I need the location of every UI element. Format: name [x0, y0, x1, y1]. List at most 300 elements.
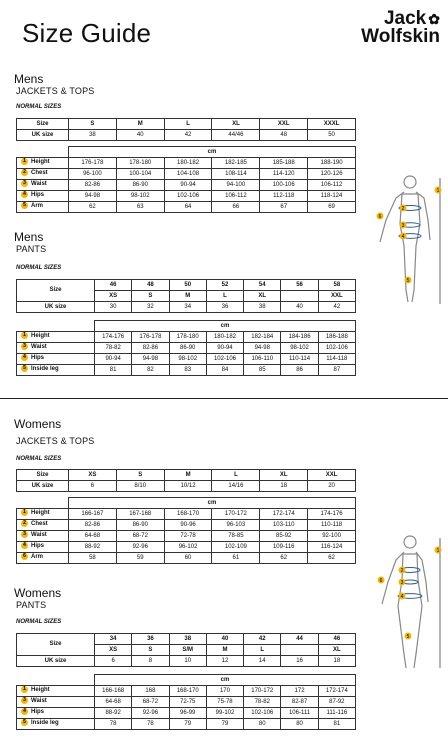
measure-row — [17, 553, 356, 564]
measure-cell: 62 — [308, 553, 356, 564]
mens-jackets-size-table — [16, 118, 356, 141]
measure-cell: 106-111 — [281, 708, 318, 719]
measure-cell: 80 — [244, 719, 281, 730]
measure-row — [17, 202, 356, 213]
measure-cell: 108-114 — [212, 169, 260, 180]
measure-cell: 86-90 — [116, 180, 164, 191]
measure-cell: 85-92 — [260, 531, 308, 542]
measure-row — [17, 531, 356, 542]
measure-cell: 170-172 — [212, 509, 260, 520]
size-cell: XS — [69, 470, 117, 481]
measure-row — [17, 191, 356, 202]
cm-header: cm — [95, 675, 356, 686]
letter-size-cell: S — [132, 291, 169, 302]
letter-size-cell: XS — [95, 645, 132, 656]
eu-size-cell: 38 — [169, 634, 206, 645]
measure-cell: 87 — [318, 365, 355, 376]
measure-cell: 176-178 — [132, 332, 169, 343]
measure-label — [17, 697, 95, 708]
measure-cell: 64-68 — [95, 697, 132, 708]
measure-cell: 61 — [212, 553, 260, 564]
measure-label — [17, 158, 69, 169]
measure-cell: 78-85 — [212, 531, 260, 542]
measure-label-text: Height — [31, 159, 50, 166]
measure-cell: 59 — [116, 553, 164, 564]
brand-line-1: Jack — [383, 8, 427, 29]
measure-cell: 78-82 — [244, 697, 281, 708]
measure-cell: 90-96 — [164, 520, 212, 531]
measure-cell: 92-96 — [132, 708, 169, 719]
measure-row — [17, 509, 356, 520]
uk-cell: 10 — [169, 656, 206, 667]
measure-cell: 168-170 — [169, 686, 206, 697]
letter-size-cell: XXL — [318, 291, 355, 302]
measure-cell: 186-188 — [318, 332, 355, 343]
eu-size-cell: 42 — [244, 634, 281, 645]
measure-cell: 78 — [132, 719, 169, 730]
size-cell: L — [164, 119, 212, 130]
uk-cell: 10/12 — [164, 481, 212, 492]
measure-cell: 176-178 — [69, 158, 117, 169]
measure-cell: 79 — [206, 719, 243, 730]
measure-row — [17, 520, 356, 531]
measure-cell: 104-108 — [164, 169, 212, 180]
size-cell: S — [69, 119, 117, 130]
uk-cell: 8/10 — [116, 481, 164, 492]
measure-label-text: Arm — [31, 203, 44, 210]
measure-cell: 168-170 — [164, 509, 212, 520]
uk-cell: 50 — [308, 130, 356, 141]
cm-header: cm — [69, 498, 356, 509]
measure-cell: 94-98 — [69, 191, 117, 202]
mens-pants-subheading: PANTS — [16, 244, 47, 254]
measure-label-text: Arm — [31, 554, 44, 561]
measure-row — [17, 158, 356, 169]
measure-marker-icon: 3 — [21, 343, 28, 350]
measure-label — [17, 708, 95, 719]
measure-cell: 60 — [164, 553, 212, 564]
measure-cell: 81 — [318, 719, 355, 730]
measure-label-text: Inside leg — [31, 720, 59, 727]
measure-marker-icon: 4 — [21, 191, 28, 198]
uk-cell: 12 — [206, 656, 243, 667]
uk-cell: 20 — [308, 481, 356, 492]
measure-cell: 168 — [132, 686, 169, 697]
eu-size-cell: 36 — [132, 634, 169, 645]
measure-row — [17, 542, 356, 553]
uk-cell: 42 — [164, 130, 212, 141]
size-cell: M — [116, 119, 164, 130]
uk-cell: 38 — [244, 302, 281, 313]
marker-1: 1 — [436, 548, 440, 554]
eu-size-cell: 40 — [206, 634, 243, 645]
male-body-figure — [368, 170, 446, 310]
measure-cell: 166-168 — [95, 686, 132, 697]
size-cell: XL — [260, 470, 308, 481]
measure-label — [17, 191, 69, 202]
measure-cell: 102-106 — [318, 343, 355, 354]
measure-cell: 98-102 — [169, 354, 206, 365]
measure-cell: 106-110 — [244, 354, 281, 365]
uk-cell: 44/46 — [212, 130, 260, 141]
marker-2: 2 — [400, 568, 404, 574]
marker-5: 5 — [406, 634, 410, 640]
mens-jackets-subheading: JACKETS & TOPS — [16, 86, 95, 96]
measure-cell: 188-190 — [308, 158, 356, 169]
size-label: Size — [17, 470, 69, 481]
cm-header: cm — [69, 147, 356, 158]
measure-cell: 166-167 — [69, 509, 117, 520]
measure-label — [17, 202, 69, 213]
womens-heading: Womens — [14, 417, 62, 431]
measure-cell: 82 — [132, 365, 169, 376]
letter-size-cell: S — [132, 645, 169, 656]
womens-pants-size-table — [16, 633, 356, 667]
measure-cell: 116-124 — [308, 542, 356, 553]
measure-cell: 96-99 — [169, 708, 206, 719]
measure-cell: 110-114 — [281, 354, 318, 365]
uk-size-label: UK size — [17, 302, 95, 313]
measure-marker-icon: 4 — [21, 542, 28, 549]
measure-cell: 172-174 — [260, 509, 308, 520]
measure-cell: 100-106 — [260, 180, 308, 191]
eu-size-cell: 54 — [244, 280, 281, 291]
measure-cell: 64 — [164, 202, 212, 213]
measure-cell: 84 — [206, 365, 243, 376]
size-label: Size — [17, 634, 95, 656]
measure-cell: 94-98 — [244, 343, 281, 354]
measure-row — [17, 708, 356, 719]
measure-cell: 82-86 — [69, 520, 117, 531]
measure-label — [17, 509, 69, 520]
measure-cell: 79 — [169, 719, 206, 730]
marker-2: 2 — [401, 206, 405, 212]
measure-cell: 110-118 — [308, 520, 356, 531]
measure-cell: 67 — [260, 202, 308, 213]
uk-cell: 14/16 — [212, 481, 260, 492]
letter-size-cell: XL — [318, 645, 355, 656]
eu-size-cell: 34 — [95, 634, 132, 645]
measure-label — [17, 686, 95, 697]
measure-cell: 100-104 — [116, 169, 164, 180]
measure-cell: 94-100 — [212, 180, 260, 191]
measure-cell: 82-86 — [132, 343, 169, 354]
measure-marker-icon: 2 — [21, 169, 28, 176]
eu-size-cell: 44 — [281, 634, 318, 645]
measure-cell: 87-92 — [318, 697, 355, 708]
marker-6: 6 — [379, 578, 383, 584]
marker-4: 4 — [401, 234, 405, 240]
measure-row — [17, 354, 356, 365]
marker-5: 5 — [406, 278, 410, 284]
measure-cell: 178-180 — [169, 332, 206, 343]
measure-label — [17, 180, 69, 191]
size-cell: XXL — [308, 470, 356, 481]
mens-pants-heading: Mens — [14, 230, 44, 244]
measure-cell: 174-176 — [308, 509, 356, 520]
measure-row — [17, 332, 356, 343]
measure-cell: 90-94 — [95, 354, 132, 365]
measure-cell: 109-116 — [260, 542, 308, 553]
uk-cell: 40 — [116, 130, 164, 141]
size-label: Size — [17, 280, 95, 302]
eu-size-cell: 58 — [318, 280, 355, 291]
measure-cell: 90-94 — [164, 180, 212, 191]
measure-cell: 82-86 — [69, 180, 117, 191]
measure-cell: 69 — [308, 202, 356, 213]
eu-size-cell: 46 — [95, 280, 132, 291]
mens-jackets-normal-label: NORMAL SIZES — [16, 104, 62, 110]
measure-cell: 58 — [69, 553, 117, 564]
measure-cell: 174-176 — [95, 332, 132, 343]
measure-cell: 178-180 — [116, 158, 164, 169]
uk-cell: 14 — [244, 656, 281, 667]
measure-cell: 98-102 — [281, 343, 318, 354]
mens-heading: Mens — [14, 72, 44, 86]
measure-label-text: Waist — [31, 344, 47, 351]
measure-label — [17, 169, 69, 180]
measure-cell: 86-90 — [116, 520, 164, 531]
measure-label — [17, 553, 69, 564]
measure-cell: 112-118 — [260, 191, 308, 202]
measure-row — [17, 697, 356, 708]
uk-size-label: UK size — [17, 656, 95, 667]
uk-cell: 40 — [281, 302, 318, 313]
measure-label-text: Waist — [31, 698, 47, 705]
measure-cell: 103-110 — [260, 520, 308, 531]
measure-cell: 111-116 — [318, 708, 355, 719]
womens-pants-normal-label: NORMAL SIZES — [16, 619, 62, 625]
measure-cell: 102-106 — [244, 708, 281, 719]
measure-row — [17, 180, 356, 191]
size-cell: S — [116, 470, 164, 481]
measure-cell: 64-68 — [69, 531, 117, 542]
mens-jackets-measure-table — [16, 146, 356, 213]
uk-cell: 30 — [95, 302, 132, 313]
measure-cell: 120-126 — [308, 169, 356, 180]
uk-cell: 34 — [169, 302, 206, 313]
measure-cell: 90-94 — [206, 343, 243, 354]
measure-label-text: Height — [31, 333, 50, 340]
cm-header: cm — [95, 321, 356, 332]
letter-size-cell: L — [206, 291, 243, 302]
measure-label-text: Inside leg — [31, 366, 59, 373]
womens-pants-measure-table — [16, 674, 356, 730]
size-label: Size — [17, 119, 69, 130]
measure-cell: 88-92 — [69, 542, 117, 553]
measure-marker-icon: 5 — [21, 719, 28, 726]
measure-cell: 86-90 — [169, 343, 206, 354]
measure-cell: 86 — [281, 365, 318, 376]
mens-pants-normal-label: NORMAL SIZES — [16, 265, 62, 271]
measure-marker-icon: 2 — [21, 520, 28, 527]
measure-cell: 180-182 — [164, 158, 212, 169]
measure-label — [17, 719, 95, 730]
uk-cell: 8 — [132, 656, 169, 667]
measure-cell: 78 — [95, 719, 132, 730]
measure-cell: 106-112 — [212, 191, 260, 202]
measure-cell: 88-92 — [95, 708, 132, 719]
measure-marker-icon: 1 — [21, 332, 28, 339]
measure-cell: 172 — [281, 686, 318, 697]
size-cell: XL — [212, 119, 260, 130]
letter-size-cell: L — [244, 645, 281, 656]
mens-pants-measure-table — [16, 320, 356, 376]
measure-cell: 106-112 — [308, 180, 356, 191]
marker-6: 6 — [378, 214, 382, 220]
measure-row — [17, 719, 356, 730]
uk-cell: 32 — [132, 302, 169, 313]
measure-cell: 98-102 — [116, 191, 164, 202]
size-cell: M — [164, 470, 212, 481]
measure-row — [17, 365, 356, 376]
uk-cell: 6 — [69, 481, 117, 492]
measure-row — [17, 686, 356, 697]
measure-cell: 185-188 — [260, 158, 308, 169]
measure-label-text: Waist — [31, 532, 47, 539]
uk-cell: 6 — [95, 656, 132, 667]
mens-pants-size-table — [16, 279, 356, 313]
measure-cell: 96-102 — [164, 542, 212, 553]
measure-marker-icon: 3 — [21, 180, 28, 187]
size-cell: L — [212, 470, 260, 481]
measure-marker-icon: 5 — [21, 365, 28, 372]
measure-cell: 172-174 — [318, 686, 355, 697]
measure-cell: 82-87 — [281, 697, 318, 708]
measure-cell: 68-72 — [132, 697, 169, 708]
eu-size-cell: 46 — [318, 634, 355, 645]
marker-4: 4 — [400, 594, 404, 600]
section-divider — [0, 398, 448, 399]
womens-jackets-subheading: JACKETS & TOPS — [16, 436, 95, 446]
page-title: Size Guide — [22, 18, 152, 48]
measure-cell: 72-78 — [164, 531, 212, 542]
measure-marker-icon: 1 — [21, 509, 28, 516]
measure-marker-icon: 6 — [21, 553, 28, 560]
measure-row — [17, 169, 356, 180]
measure-label-text: Hips — [31, 709, 45, 716]
measure-marker-icon: 4 — [21, 708, 28, 715]
measure-label-text: Hips — [31, 192, 45, 199]
measure-label-text: Hips — [31, 543, 45, 550]
measure-marker-icon: 4 — [21, 354, 28, 361]
measure-cell: 85 — [244, 365, 281, 376]
measure-label-text: Chest — [31, 170, 48, 177]
eu-size-cell: 50 — [169, 280, 206, 291]
measure-cell: 62 — [69, 202, 117, 213]
uk-cell: 48 — [260, 130, 308, 141]
size-cell: XXL — [260, 119, 308, 130]
uk-cell: 36 — [206, 302, 243, 313]
uk-size-label: UK size — [17, 481, 69, 492]
measure-cell: 184-186 — [281, 332, 318, 343]
marker-3: 3 — [400, 580, 404, 586]
measure-cell: 102-109 — [212, 542, 260, 553]
letter-size-cell: XS — [95, 291, 132, 302]
uk-cell: 18 — [260, 481, 308, 492]
measure-cell: 102-106 — [164, 191, 212, 202]
measure-label-text: Height — [31, 510, 50, 517]
measure-cell: 94-98 — [132, 354, 169, 365]
measure-label-text: Hips — [31, 355, 45, 362]
measure-label — [17, 343, 95, 354]
measure-cell: 182-185 — [212, 158, 260, 169]
brand-logo — [361, 10, 440, 46]
paw-icon: ✿ — [428, 11, 440, 27]
measure-cell: 114-120 — [260, 169, 308, 180]
measure-label-text: Chest — [31, 521, 48, 528]
brand-line-2: Wolfskin — [361, 26, 440, 47]
uk-cell: 42 — [318, 302, 355, 313]
female-body-figure — [368, 530, 446, 675]
eu-size-cell: 52 — [206, 280, 243, 291]
measure-cell: 81 — [95, 365, 132, 376]
measure-cell: 92-96 — [116, 542, 164, 553]
womens-jackets-measure-table — [16, 497, 356, 564]
uk-cell: 38 — [69, 130, 117, 141]
letter-size-cell: M — [169, 291, 206, 302]
measure-cell: 118-124 — [308, 191, 356, 202]
size-cell: XXXL — [308, 119, 356, 130]
measure-marker-icon: 1 — [21, 686, 28, 693]
measure-cell: 167-168 — [116, 509, 164, 520]
measure-cell: 78-82 — [95, 343, 132, 354]
womens-pants-subheading: PANTS — [16, 600, 47, 610]
measure-cell: 62 — [260, 553, 308, 564]
measure-marker-icon: 1 — [21, 158, 28, 165]
measure-cell: 96-103 — [212, 520, 260, 531]
letter-size-cell — [281, 291, 318, 302]
measure-cell: 92-100 — [308, 531, 356, 542]
letter-size-cell: XL — [244, 291, 281, 302]
womens-jackets-normal-label: NORMAL SIZES — [16, 456, 62, 462]
measure-cell: 80 — [281, 719, 318, 730]
measure-cell: 99-102 — [206, 708, 243, 719]
measure-label-text: Waist — [31, 181, 47, 188]
measure-marker-icon: 5 — [21, 202, 28, 209]
uk-cell: 18 — [318, 656, 355, 667]
measure-label — [17, 332, 95, 343]
measure-cell: 72-75 — [169, 697, 206, 708]
measure-label — [17, 520, 69, 531]
measure-cell: 83 — [169, 365, 206, 376]
measure-label — [17, 531, 69, 542]
measure-cell: 170-172 — [244, 686, 281, 697]
measure-cell: 68-72 — [116, 531, 164, 542]
measure-cell: 75-78 — [206, 697, 243, 708]
measure-cell: 63 — [116, 202, 164, 213]
measure-cell: 170 — [206, 686, 243, 697]
marker-3: 3 — [401, 223, 405, 229]
womens-jackets-size-table — [16, 469, 356, 492]
measure-label-text: Height — [31, 687, 50, 694]
uk-size-label: UK size — [17, 130, 69, 141]
measure-row — [17, 343, 356, 354]
measure-cell: 180-182 — [206, 332, 243, 343]
letter-size-cell: M — [206, 645, 243, 656]
womens-pants-heading: Womens — [14, 586, 62, 600]
uk-cell: 16 — [281, 656, 318, 667]
measure-cell: 182-184 — [244, 332, 281, 343]
marker-1: 1 — [436, 188, 440, 194]
letter-size-cell: S/M — [169, 645, 206, 656]
eu-size-cell: 56 — [281, 280, 318, 291]
measure-cell: 96-100 — [69, 169, 117, 180]
eu-size-cell: 48 — [132, 280, 169, 291]
measure-cell: 102-106 — [206, 354, 243, 365]
measure-cell: 66 — [212, 202, 260, 213]
measure-label — [17, 542, 69, 553]
